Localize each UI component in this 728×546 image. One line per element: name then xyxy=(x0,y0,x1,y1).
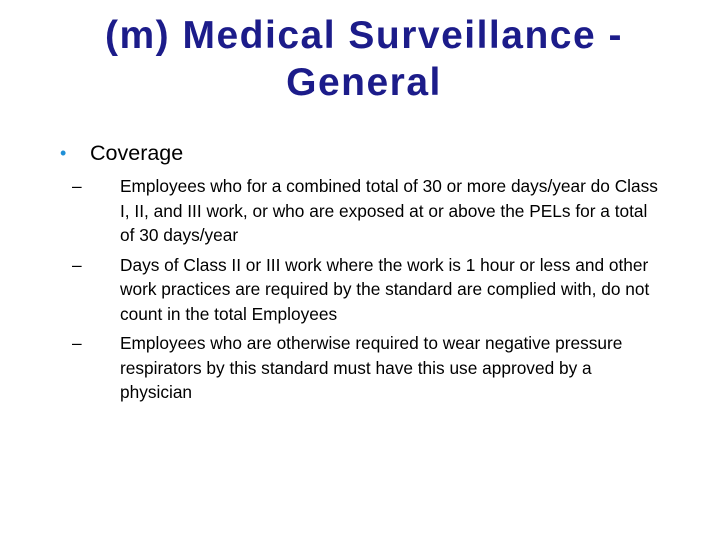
sub-bullet-text: Employees who are otherwise required to wear negative pressure respirators by this standard must have this use approved by a physician xyxy=(120,333,623,402)
dash-icon: – xyxy=(72,333,82,353)
bullet-text: Coverage xyxy=(90,141,184,165)
sub-bullet-list xyxy=(0,174,728,410)
dash-icon: – xyxy=(72,176,82,196)
dash-icon: – xyxy=(72,254,82,275)
sub-bullet-text: Days of Class II or III work where the work is 1 hour or less and other work practices are required by the standard are complied with, do not count in the total Employees xyxy=(120,254,650,324)
sub-bullet-item xyxy=(72,331,658,405)
sub-bullet-item xyxy=(72,174,658,248)
slide-title-line-1: (m) Medical Surveillance - xyxy=(105,14,623,57)
sub-bullet-text: Employees who for a combined total of 30 or more days/year do Class I, II, and III work, or who are exposed at or above the PELs for a total of 30 days/year xyxy=(120,176,658,245)
slide-title xyxy=(40,12,688,106)
bullet-dot-icon: • xyxy=(60,143,67,163)
slide-title-line-2: General xyxy=(286,61,442,104)
sub-bullet-item xyxy=(72,253,658,327)
